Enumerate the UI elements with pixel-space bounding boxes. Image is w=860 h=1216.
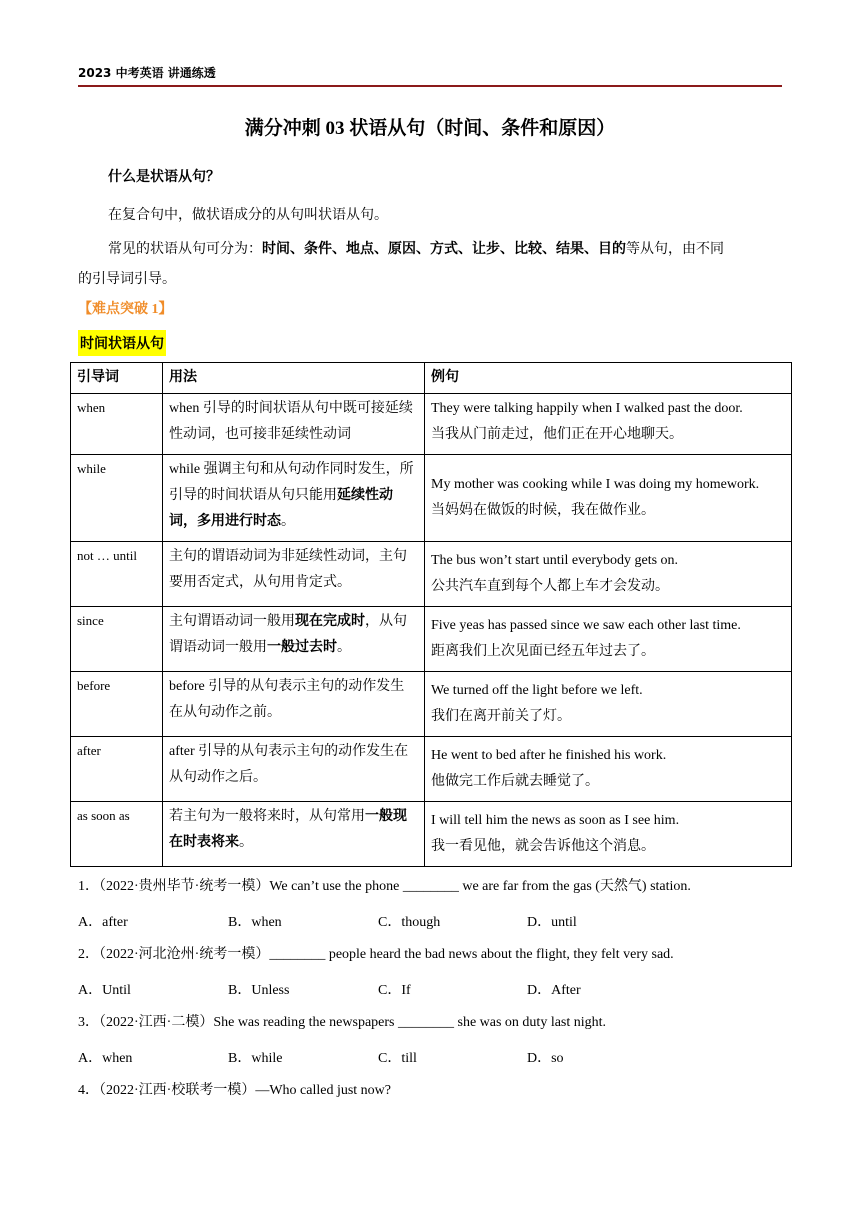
example-en: The bus won’t start until everybody gets on. — [431, 553, 679, 568]
table-row — [71, 542, 792, 607]
table-row — [71, 672, 792, 737]
example-en: They were talking happily when I walked past the door. — [431, 401, 743, 416]
table-row — [71, 802, 792, 867]
usage-cell: after 引导的从句表示主句的动作发生在从句动作之后。 — [163, 737, 425, 802]
table-row — [71, 737, 792, 802]
table-row — [71, 394, 792, 455]
question-option: D．so — [527, 1051, 564, 1066]
usage-cell — [163, 455, 425, 542]
usage-cell — [163, 802, 425, 867]
table-row — [71, 455, 792, 542]
example-cell — [425, 455, 792, 542]
table-header-row — [71, 363, 792, 394]
table-row — [71, 607, 792, 672]
question-stem: 1．（2022·贵州毕节·统考一模）We can’t use the phone ________ we are far from the gas (天然气) station. — [78, 879, 691, 894]
usage-text: ，从句谓语动词一般用 — [169, 614, 407, 655]
example-zh: 当妈妈在做饭的时候，我在做作业。 — [431, 503, 655, 518]
example-cell — [425, 802, 792, 867]
question-option: B．when — [228, 915, 282, 930]
example-cell — [425, 542, 792, 607]
example-cell — [425, 737, 792, 802]
example-en: Five yeas has passed since we saw each other last time. — [431, 618, 741, 633]
intro-question: 什么是状语从句？ — [108, 170, 220, 185]
conjunction-cell: before — [71, 672, 163, 737]
example-zh: 距离我们上次见面已经五年过去了。 — [431, 644, 655, 659]
usage-cell — [163, 607, 425, 672]
question-stem: 3．（2022·江西·二模）She was reading the newspapers ________ she was on duty last night. — [78, 1015, 607, 1030]
question-stem: 2．（2022·河北沧州·统考一模）________ people heard the bad news about the flight, they felt very sad. — [78, 947, 674, 962]
question-option: A．Until — [78, 983, 131, 998]
usage-text: 主句谓语动词一般用 — [169, 614, 295, 629]
usage-emphasis: 延续性动词，多用进行时态 — [169, 488, 393, 529]
example-zh: 当我从门前走过，他们正在开心地聊天。 — [431, 427, 683, 442]
example-en: He went to bed after he finished his work. — [431, 748, 667, 763]
example-zh: 我们在离开前关了灯。 — [431, 709, 571, 724]
question-option: C．till — [378, 1051, 417, 1066]
intro-types-prefix: 常见的状语从句可分为： — [108, 242, 262, 257]
sub-heading: 时间状语从句 — [78, 330, 166, 356]
usage-cell: before 引导的从句表示主句的动作发生在从句动作之前。 — [163, 672, 425, 737]
question-option: D．until — [527, 915, 577, 930]
usage-cell: 主句的谓语动词为非延续性动词，主句要用否定式，从句用肯定式。 — [163, 542, 425, 607]
usage-text: 。 — [281, 514, 295, 529]
question-option: A．when — [78, 1051, 133, 1066]
header-title: 2023 中考英语 讲通练透 — [78, 66, 216, 80]
example-en: We turned off the light before we left. — [431, 683, 643, 698]
usage-text: 。 — [239, 835, 253, 850]
usage-text: 若主句为一般将来时，从句常用 — [169, 809, 365, 824]
conjunction-cell: while — [71, 455, 163, 542]
example-zh: 他做完工作后就去睡觉了。 — [431, 774, 599, 789]
table-header-cell: 引导词 — [71, 363, 163, 394]
intro-types-bold: 时间、条件、地点、原因、方式、让步、比较、结果、目的 — [262, 242, 626, 257]
table-header-cell: 例句 — [425, 363, 792, 394]
section-tag: 【难点突破 1】 — [78, 302, 173, 317]
example-en: My mother was cooking while I was doing my homework. — [431, 477, 760, 492]
usage-cell: when 引导的时间状语从句中既可接延续性动词，也可接非延续性动词 — [163, 394, 425, 455]
question-option: D．After — [527, 983, 581, 998]
question-option: C．If — [378, 983, 411, 998]
table-header-cell: 用法 — [163, 363, 425, 394]
conjunction-cell: since — [71, 607, 163, 672]
question-option: B．Unless — [228, 983, 290, 998]
usage-table — [70, 362, 792, 867]
header-divider — [78, 85, 782, 87]
question-option: C．though — [378, 915, 441, 930]
intro-types-line2: 的引导词引导。 — [78, 272, 176, 287]
usage-text: while 强调主句和从句动作同时发生，所引导的时间状语从句只能用 — [169, 462, 414, 503]
question-option: B．while — [228, 1051, 283, 1066]
page-title: 满分冲刺 03 状语从句（时间、条件和原因） — [244, 118, 616, 139]
example-zh: 我一看见他，就会告诉他这个消息。 — [431, 839, 655, 854]
usage-emphasis: 一般现在时表将来 — [169, 809, 407, 850]
usage-emphasis: 现在完成时 — [295, 614, 365, 629]
conjunction-cell: not … until — [71, 542, 163, 607]
intro-definition: 在复合句中，做状语成分的从句叫状语从句。 — [108, 208, 388, 223]
example-en: I will tell him the news as soon as I see him. — [431, 813, 680, 828]
intro-types-suffix: 等从句，由不同 — [626, 242, 724, 257]
conjunction-cell: as soon as — [71, 802, 163, 867]
example-cell — [425, 394, 792, 455]
question-stem: 4．（2022·江西·校联考一模）—Who called just now? — [78, 1083, 392, 1098]
conjunction-cell: after — [71, 737, 163, 802]
usage-text: 。 — [337, 640, 351, 655]
conjunction-cell: when — [71, 394, 163, 455]
example-cell — [425, 607, 792, 672]
intro-types — [108, 240, 788, 260]
example-zh: 公共汽车直到每个人都上车才会发动。 — [431, 579, 669, 594]
example-cell — [425, 672, 792, 737]
usage-emphasis: 一般过去时 — [267, 640, 337, 655]
question-option: A．after — [78, 915, 128, 930]
